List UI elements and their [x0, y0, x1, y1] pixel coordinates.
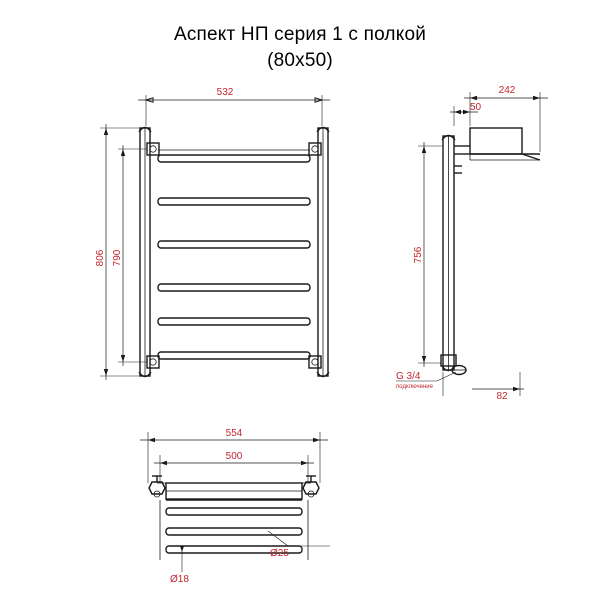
side-view	[396, 85, 548, 402]
top-right-fitting	[303, 476, 319, 497]
front-left-bracket-top	[147, 143, 159, 155]
front-right-bracket-top	[309, 143, 321, 155]
front-view	[95, 87, 330, 380]
front-left-bracket-bottom	[147, 356, 159, 368]
title-line-1: Аспект НП серия 1 с полкой	[173, 24, 427, 45]
dim-front-height-inner: 790	[112, 249, 123, 267]
dim-tube-large: Ø25	[270, 548, 289, 559]
dim-shelf-offset: 50	[470, 102, 482, 113]
front-width-dimension	[138, 87, 330, 126]
top-view	[140, 428, 330, 585]
dim-front-height-outer: 806	[95, 249, 106, 267]
top-width-inner-dimension	[154, 451, 314, 483]
tube-small-callout	[170, 546, 189, 585]
front-right-bracket-bottom	[309, 356, 321, 368]
side-base-depth-dimension	[443, 372, 524, 402]
front-rungs	[158, 155, 310, 359]
dim-front-width: 532	[216, 87, 234, 98]
dim-connection-note: подключение	[396, 384, 433, 390]
side-shelf-depth-dimension	[464, 85, 548, 152]
dim-side-height: 756	[413, 246, 424, 264]
title-line-2: (80x50)	[267, 50, 333, 71]
side-shelf	[454, 128, 540, 160]
dim-shelf-depth: 242	[498, 85, 516, 96]
top-left-fitting	[149, 476, 165, 497]
side-height-dimension	[413, 142, 443, 367]
dim-base-depth: 82	[496, 391, 508, 402]
side-rung-ends	[454, 166, 462, 173]
connection-callout	[396, 371, 456, 390]
dim-top-width-inner: 500	[225, 451, 243, 462]
front-height-dimensions	[95, 124, 147, 380]
top-shelf-plate	[157, 483, 311, 499]
dim-tube-small: Ø18	[170, 574, 189, 585]
dim-connection: G 3/4	[396, 371, 421, 382]
dim-top-width-outer: 554	[225, 428, 243, 439]
side-shelf-offset-dimension	[450, 102, 482, 126]
